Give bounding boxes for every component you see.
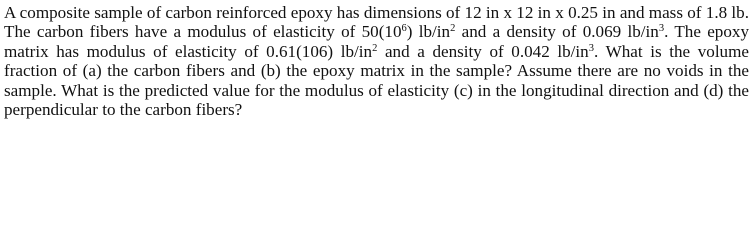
volume-unit-superscript: 3 (658, 23, 665, 35)
problem-text-part-1: A composite sample of carbon reinforced epoxy has dimensions of 12 in x 12 in x 0.25 in and mass of 1.8 lb. The carbon fibers have a modulus of elasticity of 50(10 (4, 3, 749, 42)
area-unit-superscript: 2 (372, 42, 378, 54)
problem-text-part-3: and a density of 0.069 lb/in (455, 22, 659, 42)
problem-statement (4, 3, 749, 119)
area-unit-superscript: 2 (450, 23, 456, 35)
exponent-superscript: 6 (401, 23, 407, 35)
problem-text-part-5: and a density of 0.042 lb/in (377, 41, 589, 61)
problem-text-part-2: ) lb/in (406, 22, 451, 42)
volume-unit-superscript: 3 (588, 42, 594, 54)
problem-text-part-4: . The epoxy matrix has modulus of elasticity of 0.61(106) lb/in (4, 22, 749, 61)
problem-text-part-6: . What is the volume fraction of (a) the carbon fibers and (b) the epoxy matrix in the sample? Assume there are no voids in the sample. What is the predicted value for the modulus of elasticity (c) in the longitudinal direction and (d) the perpendicular to the carbon fibers? (4, 41, 749, 120)
